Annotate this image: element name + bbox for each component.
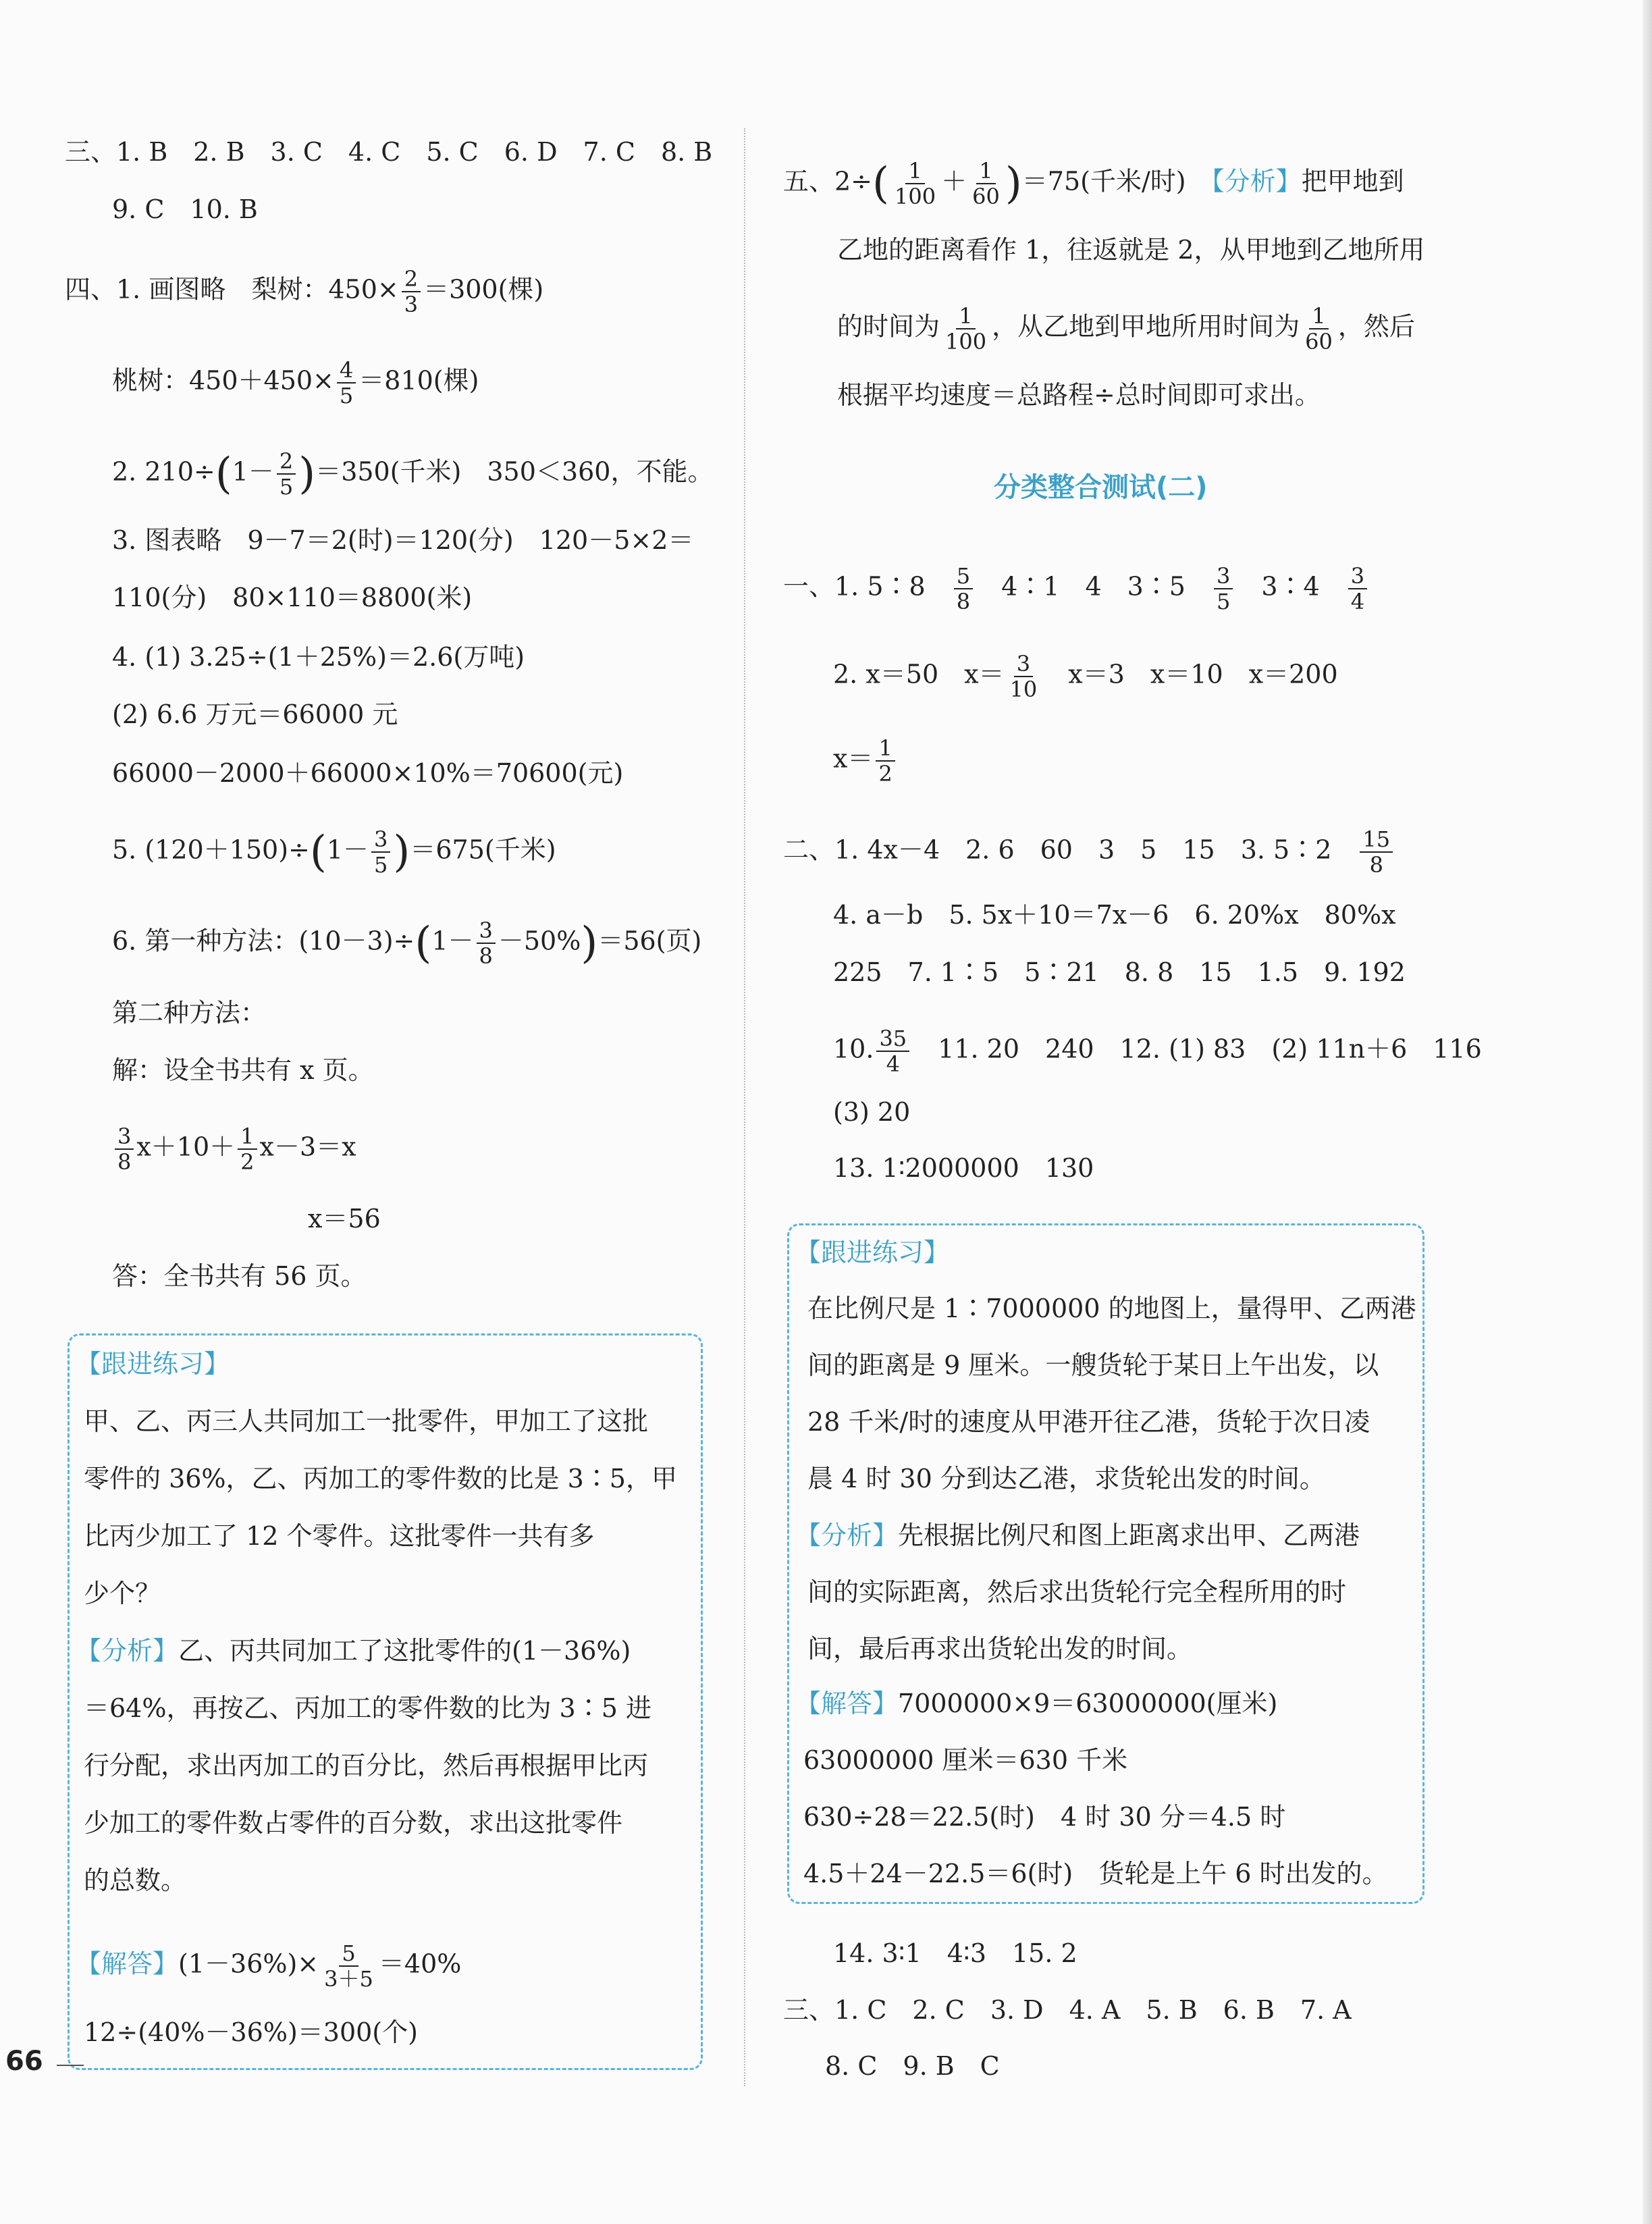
- page-number-rule: [57, 2065, 84, 2066]
- practice-tag: 【跟进练习】: [795, 1238, 950, 1267]
- answer-line: 五、2÷( $\frac{1}{100}$ ＋ $\frac{1}{60}$ )＝75(千米/时) 【分析】把甲地到: [783, 158, 1404, 209]
- analysis-tag: 【分析】: [795, 1520, 899, 1550]
- answer-line: x＝56: [308, 1204, 381, 1234]
- answer-line: 桃树：450＋450× $\frac{4}{5}$ ＝810(棵): [112, 357, 479, 408]
- solution-tag: 【解答】: [76, 1949, 179, 1979]
- answer-line: 6. 第一种方法：(10－3)÷(1－ $\frac{3}{8}$ －50%)＝56(页): [112, 918, 702, 969]
- answer-line: 四、1. 画图略 梨树：450× $\frac{2}{3}$ ＝300(棵): [65, 266, 544, 317]
- answer-line: (2) 6.6 万元＝66000 元: [112, 699, 398, 729]
- box-text: 在比例尺是 1∶7000000 的地图上，量得甲、乙两港: [807, 1294, 1416, 1323]
- answer-line: $\frac{3}{8}$ x＋10＋ $\frac{1}{2}$ x－3＝x: [112, 1124, 356, 1174]
- box-text: 4.5＋24－22.5＝6(时) 货轮是上午 6 时出发的。: [803, 1859, 1388, 1888]
- fraction: $\frac{5}{3+5}$: [324, 1940, 373, 1992]
- fraction: $\frac{1}{2}$: [238, 1124, 257, 1174]
- box-text: 晨 4 时 30 分到达乙港，求货轮出发的时间。: [807, 1464, 1325, 1493]
- answer-line: 解：设全书共有 x 页。: [112, 1055, 374, 1085]
- fraction: $\frac{1}{2}$: [876, 736, 895, 786]
- box-text: 比丙少加工了 12 个零件。这批零件一共有多: [84, 1521, 595, 1551]
- answer-line: 14. 3∶1 4∶3 15. 2: [833, 1938, 1077, 1968]
- fraction: $\frac{15}{8}$: [1360, 827, 1393, 877]
- answer-line: 乙地的距离看作 1，往返就是 2，从甲地到乙地所用: [837, 235, 1425, 265]
- page-number: 66: [5, 2046, 43, 2077]
- answer-line: 二、1. 4x－4 2. 6 60 3 5 15 3. 5∶2 $\frac{15}{8}$: [783, 827, 1395, 877]
- fraction: $\frac{3}{5}$: [371, 827, 390, 877]
- answer-line: x＝ $\frac{1}{2}$: [833, 736, 898, 786]
- fraction: $\frac{35}{4}$: [876, 1026, 909, 1076]
- answer-line: 110(分) 80×110＝8800(米): [112, 583, 473, 612]
- box-text: ＝64%，再按乙、丙加工的零件数的比为 3∶5 进: [84, 1693, 651, 1723]
- answer-line: 66000－2000＋66000×10%＝70600(元): [112, 758, 624, 788]
- box-text: 的总数。: [84, 1865, 187, 1895]
- answer-line: 三、1. C 2. C 3. D 4. A 5. B 6. B 7. A: [783, 1995, 1352, 2025]
- box-text: 少个？: [84, 1579, 161, 1608]
- box-text: 12÷(40%－36%)＝300(个): [84, 2017, 418, 2047]
- answer-line: 2. x＝50 x＝ $\frac{3}{10}$ x＝3 x＝10 x＝200: [833, 651, 1338, 702]
- answer-line: 根据平均速度＝总路程÷总时间即可求出。: [837, 380, 1321, 410]
- box-text: 间的距离是 9 厘米。一艘货轮于某日上午出发，以: [807, 1350, 1379, 1380]
- box-text: 零件的 36%，乙、丙加工的零件数的比是 3∶5，甲: [84, 1464, 677, 1493]
- box-text: 【分析】先根据比例尺和图上距离求出甲、乙两港: [795, 1520, 1360, 1550]
- fraction: $\frac{4}{5}$: [337, 358, 356, 408]
- answer-line: 4. a－b 5. 5x＋10＝7x－6 6. 20%x 80%x: [833, 900, 1396, 930]
- practice-tag: 【跟进练习】: [76, 1349, 230, 1379]
- analysis-tag: 【分析】: [1211, 166, 1302, 196]
- column-divider: [744, 128, 745, 2086]
- page-edge-shadow: [1643, 0, 1652, 2224]
- answer-line: 答：全书共有 56 页。: [112, 1261, 367, 1291]
- fraction: $\frac{3}{8}$: [115, 1124, 134, 1174]
- box-text: 甲、乙、丙三人共同加工一批零件，甲加工了这批: [84, 1406, 649, 1436]
- solution-tag: 【解答】: [795, 1689, 899, 1718]
- box-text: 【分析】乙、丙共同加工了这批零件的(1－36%): [76, 1636, 631, 1666]
- fraction: $\frac{2}{5}$: [277, 449, 296, 499]
- box-text: 28 千米/时的速度从甲港开往乙港，货轮于次日凌: [807, 1407, 1370, 1437]
- fraction: $\frac{3}{5}$: [1214, 564, 1233, 614]
- answer-line: 3. 图表略 9－7＝2(时)＝120(分) 120－5×2＝: [112, 525, 694, 555]
- answer-line: 8. C 9. B C: [825, 2051, 1000, 2081]
- answer-line: 13. 1∶2000000 130: [833, 1153, 1094, 1183]
- answer-line: 一、1. 5∶8 $\frac{5}{8}$ 4∶1 4 3∶5 $\frac{3}{5}$ 3∶4 $\frac{3}{4}$: [783, 564, 1370, 614]
- answer-line: 9. C 10. B: [112, 194, 258, 224]
- answer-line: 三、1. B 2. B 3. C 4. C 5. C 6. D 7. C 8. B: [65, 137, 713, 167]
- box-text: 少加工的零件数占零件的百分数，求出这批零件: [84, 1808, 623, 1838]
- box-text: 间的实际距离，然后求出货轮行完全程所用的时: [807, 1577, 1347, 1607]
- box-text: 【解答】(1－36%)× $\frac{5}{3+5}$ ＝40%: [76, 1940, 462, 1992]
- fraction: $\frac{5}{8}$: [954, 564, 973, 614]
- answer-line: 的时间为 $\frac{1}{100}$ ，从乙地到甲地所用时间为 $\frac{1}{60}$ ，然后: [837, 303, 1415, 354]
- answer-line: 第二种方法：: [112, 998, 267, 1028]
- box-text: 63000000 厘米＝630 千米: [803, 1745, 1128, 1775]
- box-text: 630÷28＝22.5(时) 4 时 30 分＝4.5 时: [803, 1802, 1286, 1832]
- answer-line: 4. (1) 3.25÷(1＋25%)＝2.6(万吨): [112, 642, 525, 672]
- fraction: $\frac{1}{60}$: [1305, 303, 1333, 354]
- answer-line: 10. $\frac{35}{4}$ 11. 20 240 12. (1) 83 (2) 11n＋6 116: [833, 1026, 1482, 1077]
- box-text: 【解答】7000000×9＝63000000(厘米): [795, 1689, 1278, 1718]
- fraction: $\frac{3}{4}$: [1348, 564, 1367, 614]
- answer-line: (3) 20: [833, 1097, 911, 1127]
- fraction: $\frac{3}{10}$: [1009, 651, 1038, 702]
- box-text: 间，最后再求出货轮出发的时间。: [807, 1634, 1193, 1664]
- fraction: $\frac{2}{3}$: [402, 267, 421, 317]
- fraction: $\frac{1}{100}$: [895, 158, 936, 209]
- fraction: $\frac{3}{8}$: [477, 918, 496, 968]
- fraction: $\frac{1}{100}$: [945, 303, 987, 354]
- box-text: 行分配，求出丙加工的百分比，然后再根据甲比丙: [84, 1751, 649, 1780]
- analysis-tag: 【分析】: [76, 1636, 179, 1666]
- answer-line: 5. (120＋150)÷(1－ $\frac{3}{5}$ )＝675(千米): [112, 826, 556, 878]
- section-title: 分类整合测试(二): [994, 472, 1208, 503]
- fraction: $\frac{1}{60}$: [972, 158, 1000, 209]
- answer-line: 225 7. 1∶5 5∶21 8. 8 15 1.5 9. 192: [833, 957, 1406, 987]
- answer-line: 2. 210÷(1－ $\frac{2}{5}$ )＝350(千米) 350＜360，不能。: [112, 448, 714, 500]
